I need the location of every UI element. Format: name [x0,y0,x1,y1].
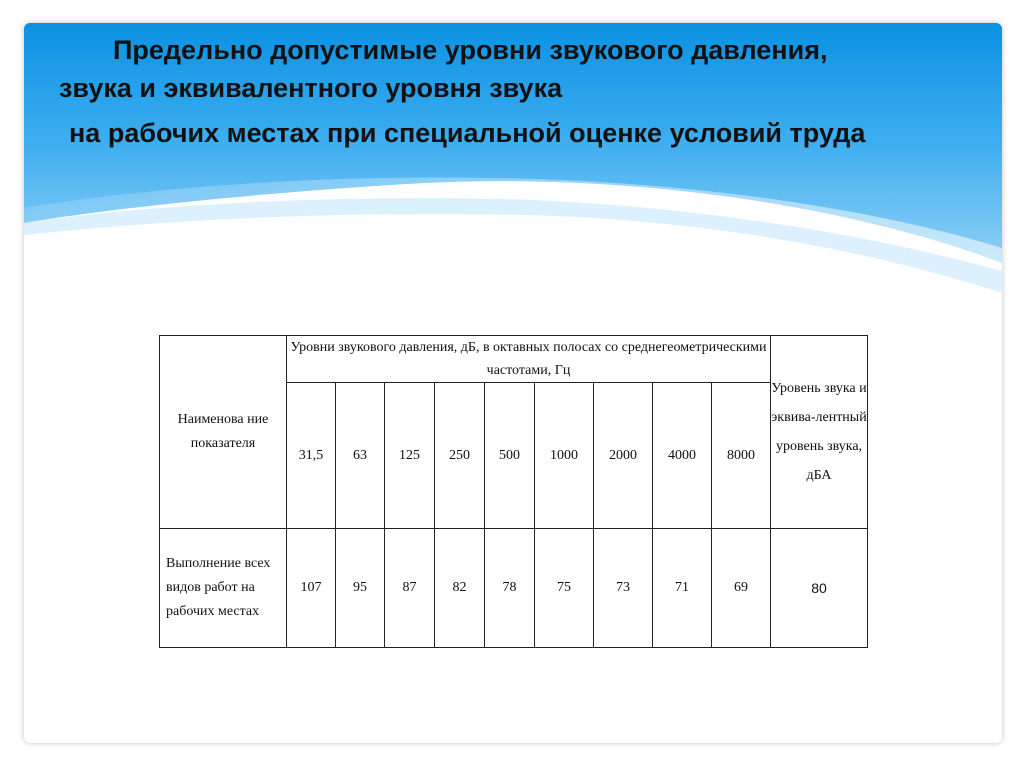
table-row [160,529,868,648]
noise-norms-table [159,335,868,648]
header-frequency: 250 [435,383,485,529]
cell-value: 75 [535,529,594,648]
cell-value: 73 [594,529,653,648]
header-frequency: 8000 [712,383,771,529]
cell-sound-level: 80 [771,529,868,648]
header-frequency: 63 [336,383,385,529]
cell-value: 87 [385,529,435,648]
cell-value: 71 [653,529,712,648]
header-frequency: 500 [485,383,535,529]
cell-value: 78 [485,529,535,648]
row-label: Выполнение всех видов работ на рабочих местах [160,529,287,648]
header-frequency: 31,5 [287,383,336,529]
header-frequency: 4000 [653,383,712,529]
cell-value: 69 [712,529,771,648]
header-frequency: 125 [385,383,435,529]
title-line-1: Предельно допустимые уровни звукового давления, [113,35,828,65]
header-sound-level: Уровень звука и эквива-лентный уровень звука, дБА [771,336,868,529]
cell-value: 82 [435,529,485,648]
header-sound-pressure-levels: Уровни звукового давления, дБ, в октавных полосах со среднегеометрическими частотами, Гц [287,336,771,383]
slide [24,23,1002,743]
cell-value: 95 [336,529,385,648]
title-line-3: на рабочих местах при специальной оценке условий труда [69,118,866,148]
header-frequency: 2000 [594,383,653,529]
cell-value: 107 [287,529,336,648]
header-indicator-name: Наименова ние показателя [160,336,287,529]
title-line-2: звука и эквивалентного уровня звука [59,73,563,103]
header-frequency: 1000 [535,383,594,529]
